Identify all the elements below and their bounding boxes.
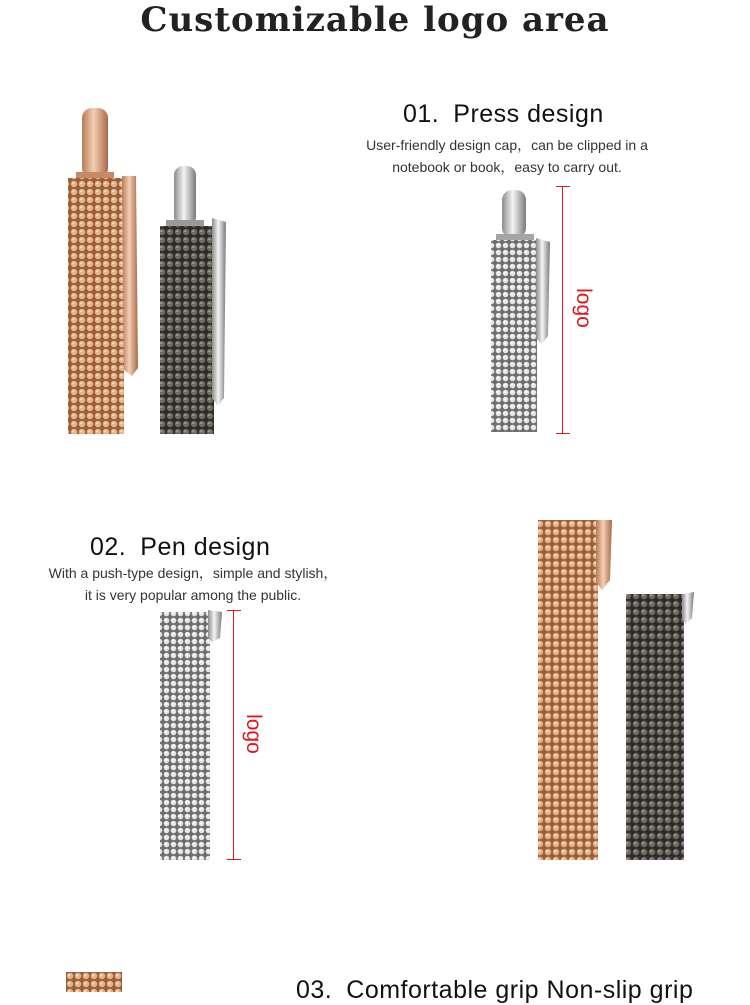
- section-02-description: [18, 562, 368, 606]
- gunmetal-pen-barrel: [160, 226, 214, 434]
- logo-dimension-bottom-tick: [556, 433, 570, 434]
- section-01-heading: [403, 100, 604, 129]
- section-02-title: Pen design: [140, 533, 271, 561]
- rose-gold-pen-clip: [122, 176, 138, 376]
- gunmetal-pen-clip-closeup: [682, 592, 694, 624]
- section-02-number: 02.: [90, 533, 127, 561]
- rose-gold-and-gunmetal-pens-image: [62, 100, 242, 436]
- logo-dimension-top-tick-2: [227, 610, 241, 611]
- rose-gold-pen-partial-image: [66, 972, 124, 992]
- rose-gold-pen-button: [82, 108, 108, 178]
- rose-gold-pen-barrel-closeup: [538, 520, 598, 860]
- logo-area-label-2: logo: [242, 714, 265, 754]
- section-03-title: Comfortable grip Non-slip grip: [346, 976, 694, 1004]
- silver-pen-clip-end: [208, 610, 222, 642]
- silver-pen-barrel-image: [156, 610, 226, 862]
- section-03-number: 03.: [296, 976, 333, 1004]
- section-02-description-line-1: With a push-type design，simple and stylish，: [48, 565, 338, 581]
- section-01-description-line-2: notebook or book，easy to carry out.: [392, 159, 622, 175]
- silver-pen-barrel-body: [160, 612, 210, 860]
- rose-gold-pen-barrel-partial: [66, 972, 122, 992]
- section-03-heading: [296, 976, 693, 1005]
- rose-gold-pen-barrel: [68, 178, 124, 434]
- section-02-description-line-2: it is very popular among the public.: [84, 587, 302, 603]
- section-01-title: Press design: [453, 100, 604, 128]
- section-01-number: 01.: [403, 100, 440, 128]
- silver-pen-press-cap: [502, 190, 526, 238]
- logo-dimension-line: [562, 186, 563, 433]
- page-title: Customizable logo area: [140, 0, 610, 40]
- section-01-description-line-1: User-friendly design cap，can be clipped in a: [366, 137, 648, 153]
- gunmetal-pen-barrel-closeup: [626, 594, 684, 860]
- rose-gold-and-gunmetal-pens-closeup-image: [536, 520, 750, 862]
- logo-area-label: logo: [572, 288, 595, 328]
- silver-press-pen-image: [488, 186, 558, 436]
- logo-dimension-line-2: [233, 610, 234, 859]
- silver-pen-barrel: [491, 240, 537, 432]
- section-01-description: [332, 134, 682, 178]
- silver-pen-clip: [536, 238, 550, 344]
- rose-gold-pen-clip-closeup: [596, 520, 612, 590]
- section-02-heading: [90, 533, 270, 562]
- gunmetal-pen-button: [174, 166, 196, 226]
- logo-dimension-top-tick: [556, 186, 570, 187]
- gunmetal-pen-clip: [212, 218, 226, 406]
- logo-dimension-bottom-tick-2: [227, 859, 241, 860]
